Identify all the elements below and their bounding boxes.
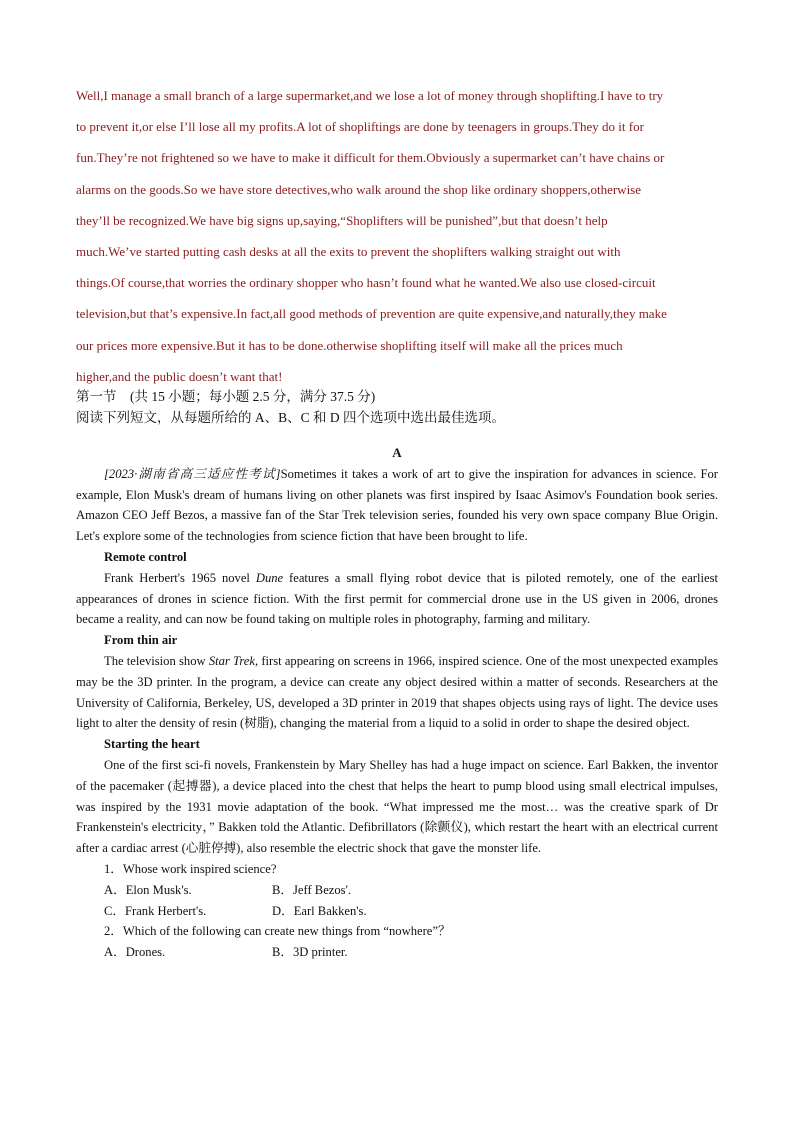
- option-b: B．Jeff Bezos'.: [272, 882, 351, 897]
- paragraph-text: The television show: [104, 653, 209, 668]
- section-heading-remote-control: Remote control: [104, 549, 187, 564]
- question-stem: 1．Whose work inspired science?: [104, 861, 277, 876]
- intro-line: television,but that’s expensive.In fact,all good methods of prevention are quite expensive,and naturally,they make: [76, 306, 667, 322]
- paragraph-text: features a small flying robot device that is piloted remotely, one of the earliest appearances of drones in science fiction. With the first permit for commercial drone use in the US given in 2006, drones became a reality, and can now be found taking on multiple roles in photography, farming and military.: [76, 570, 718, 627]
- intro-line: fun.They’re not frightened so we have to make it difficult for them.Obviously a supermarket can’t have chains or: [76, 150, 665, 166]
- section-title: 第一节 (共 15 小题；每小题 2.5 分，满分 37.5 分): [76, 389, 376, 404]
- section-header: [76, 386, 716, 428]
- passage-intro-paragraph: [76, 464, 718, 547]
- option-row: [76, 942, 718, 963]
- question-stem: 2．Which of the following can create new things from “nowhere”？: [104, 924, 451, 939]
- paragraph-remote-control: [76, 568, 718, 630]
- section-heading-heart: Starting the heart: [104, 737, 200, 752]
- paragraph-text: first appearing on screens in 1966, inspired science. One of the most unexpected examples may be the 3D printer. In the program, a device can create any object desired within a matter of seconds. Researchers at the University of California, Berkeley, US, developed a 3D printer in 2019 that shapes objects using rays of light. The device uses light to alter the density of resin (树脂), changing the material from a liquid to a solid in order to shape the desired object.: [76, 653, 718, 731]
- intro-line: alarms on the goods.So we have store detectives,who walk around the shop like ordinary shoppers,otherwise: [76, 181, 642, 197]
- section-heading-thin-air: From thin air: [104, 633, 178, 648]
- option-a: A．Drones.: [104, 945, 166, 960]
- option-b: B．3D printer.: [272, 945, 348, 960]
- intro-line: much.We’ve started putting cash desks at all the exits to prevent the shoplifters walking straight out with: [76, 244, 621, 260]
- passage-intro-text: Sometimes it takes a work of art to give the inspiration for advances in science. For example, Elon Musk's dream of humans living on other planets was first inspired by Isaac Asimov's Foundation book series. Amazon CEO Jeff Bezos, a massive fan of the Star Trek television series, founded his very own space company Blue Origin. Let's explore some of the technologies from science fiction that have been brought to life.: [76, 466, 718, 544]
- intro-line: Well,I manage a small branch of a large supermarket,and we lose a lot of money through shoplifting.I have to try: [76, 88, 664, 103]
- question-list: [76, 859, 718, 963]
- option-c: C．Frank Herbert's.: [104, 903, 207, 918]
- intro-line: to prevent it,or else I’ll lose all my profits.A lot of shopliftings are done by teenagers in groups.They do it for: [76, 119, 644, 135]
- option-row: [76, 880, 718, 901]
- option-d: D．Earl Bakken's.: [272, 903, 367, 918]
- paragraph-text: Frank Herbert's 1965 novel: [104, 570, 256, 585]
- intro-passage: [76, 80, 716, 392]
- paragraph-heart: One of the first sci-fi novels, Frankenstein by Mary Shelley has had a huge impact on science. Earl Bakken, the inventor of the pacemaker (起搏器), a device placed into the chest that helps the heart to pump blood using small electrical impulses, was inspired by the 1931 movie adaptation of the book. “What impressed me the most… was the creative spark of Dr Frankenstein's electricity，” Bakken told the Atlantic. Defibrillators (除颤仪), which restart the heart with an electrical current after a cardiac arrest (心脏停搏), also resemble the electric shock that gave the monster life.: [76, 757, 718, 856]
- section-instruction: 阅读下列短文，从每题所给的 A、B、C 和 D 四个选项中选出最佳选项。: [76, 410, 506, 425]
- intro-line: higher,and the public doesn’t want that!: [76, 368, 283, 384]
- reading-passage: [76, 443, 718, 963]
- passage-letter: A: [392, 445, 402, 460]
- show-title: Star Trek,: [208, 653, 259, 668]
- book-title: Dune: [255, 570, 284, 585]
- intro-line: they’ll be recognized.We have big signs up,saying,“Shoplifters will be punished”,but that doesn’t help: [76, 212, 608, 228]
- option-row: [76, 901, 718, 922]
- intro-line: our prices more expensive.But it has to be done.otherwise shoplifting itself will make all the prices much: [76, 337, 623, 353]
- intro-line: things.Of course,that worries the ordinary shopper who hasn’t found what he wanted.We also use closed-circuit: [76, 275, 656, 291]
- option-a: A．Elon Musk's.: [104, 882, 192, 897]
- paragraph-thin-air: [76, 651, 718, 734]
- passage-source: [2023·湖南省高三适应性考试]: [104, 466, 281, 481]
